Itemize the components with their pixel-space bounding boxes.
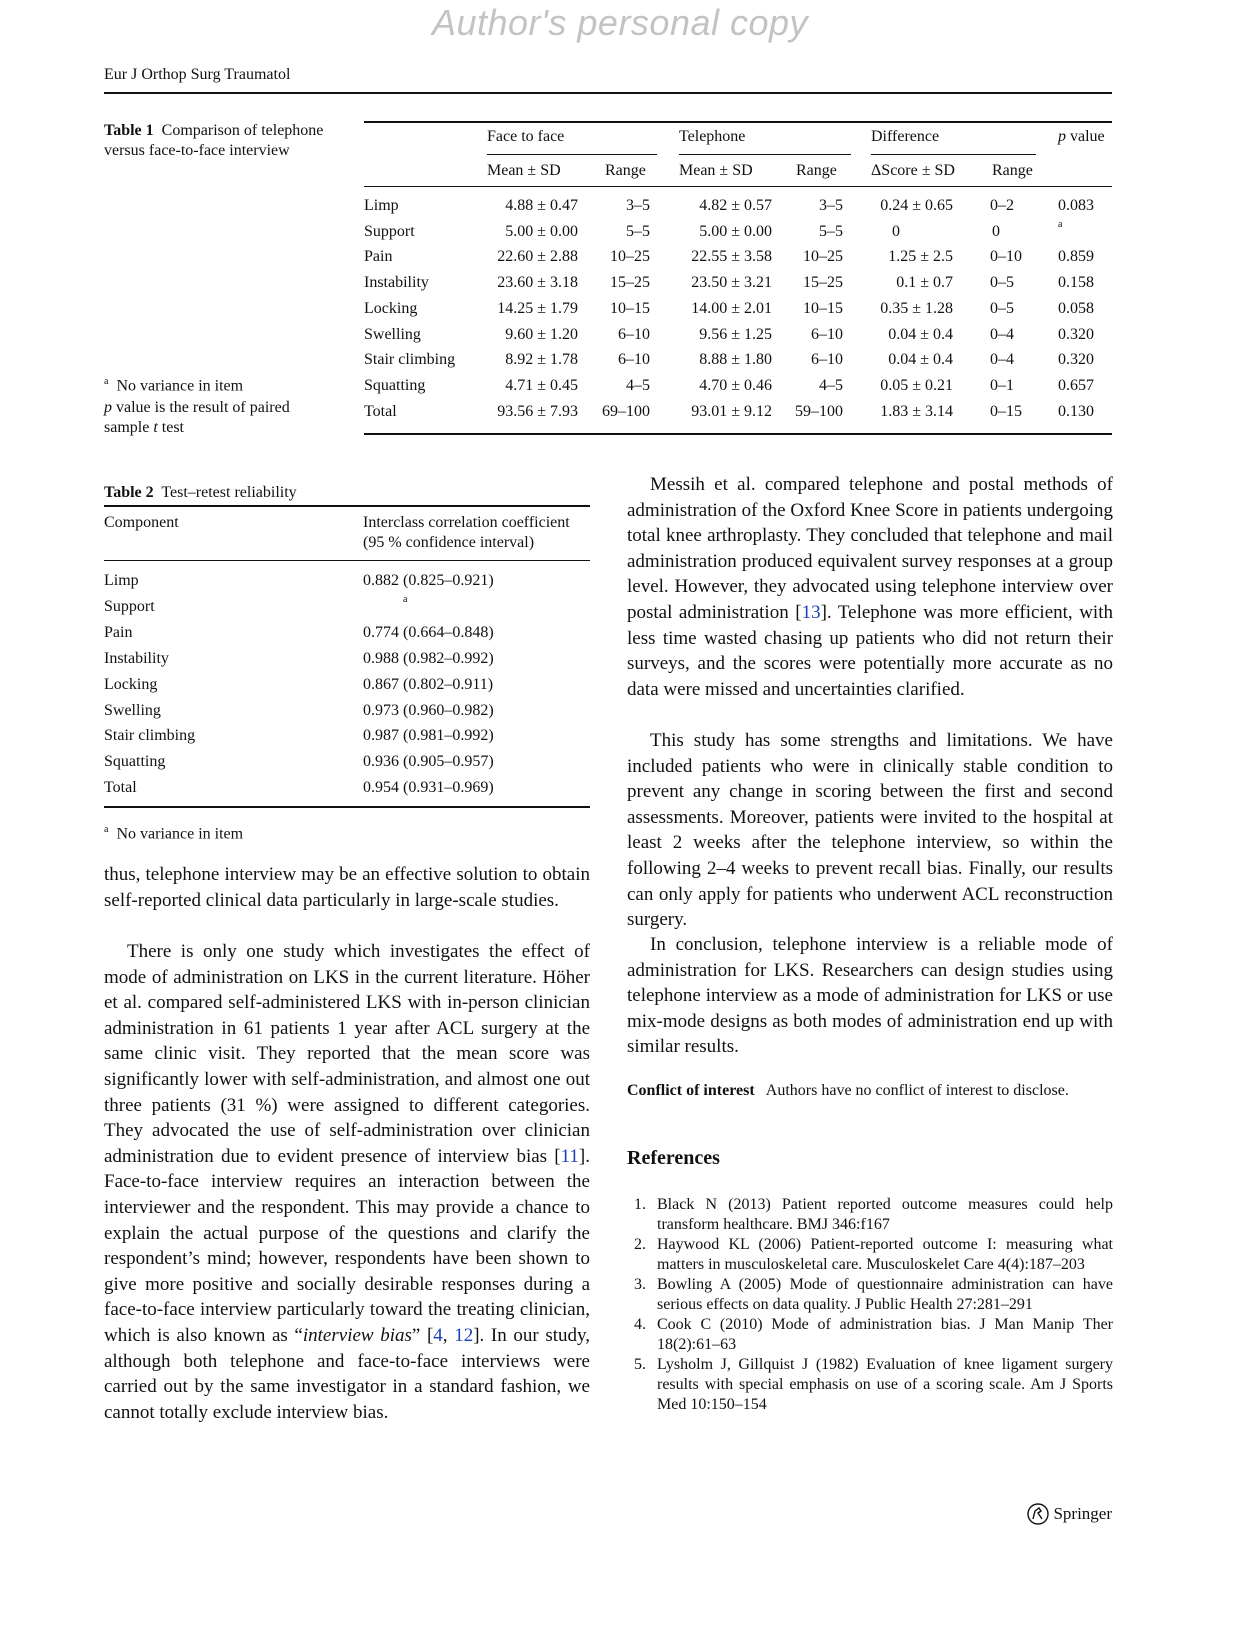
- t1-cell: 0–15: [990, 402, 1022, 420]
- t1-header-pvalue: p value: [1058, 128, 1105, 145]
- t1-row-label: Locking: [364, 299, 418, 317]
- reference-text: Bowling A (2005) Mode of questionnaire administration can have serious effects on data quality. J Public Health 27:281–291: [657, 1276, 1113, 1313]
- table1-caption: Table 1 Comparison of telephone versus face-to-face interview: [104, 122, 324, 159]
- t1-cell: 4.82 ± 0.57: [699, 197, 772, 214]
- watermark: Author's personal copy: [431, 2, 809, 43]
- t1-cell: 6–10: [811, 325, 843, 343]
- t1-cell: 9.56 ± 1.25: [699, 325, 772, 343]
- reference-text: Black N (2013) Patient reported outcome measures could help transform healthcare. BMJ 346:f167: [657, 1196, 1113, 1233]
- reference-item: [627, 1315, 1113, 1355]
- t1-cell: 0: [992, 222, 1000, 240]
- t1-cell: 3–5: [626, 197, 650, 214]
- reference-text: Cook C (2010) Mode of administration bias. J Man Manip Ther 18(2):61–63: [657, 1316, 1113, 1353]
- t1-cell: 5–5: [626, 222, 650, 240]
- t1-cell: 22.60 ± 2.88: [497, 248, 578, 266]
- t2-cell: 0.954 (0.931–0.969): [363, 779, 494, 797]
- t1-cell: 1.83 ± 3.14: [880, 402, 953, 420]
- right-paragraph-3: In conclusion, telephone interview is a reliable mode of administration for LKS. Researchers can design studies using telephone interview as a mode of administration for LKS or use mix-mode designs as both modes of administration end up with similar results.: [627, 934, 1113, 1058]
- t1-row-label: Support: [364, 222, 415, 240]
- t1-cell: 0.04 ± 0.4: [888, 325, 953, 343]
- reference-number: 5.: [634, 1356, 646, 1373]
- t1-cell: 9.60 ± 1.20: [505, 325, 578, 343]
- reference-text: Haywood KL (2006) Patient-reported outcome I: measuring what matters in musculoskeletal care. Musculoskelet Care 4(4):187–203: [657, 1236, 1113, 1273]
- t1-cell: 6–10: [811, 351, 843, 369]
- t1-cell: 23.50 ± 3.21: [691, 274, 772, 292]
- t1-cell: 4.88 ± 0.47: [505, 197, 578, 214]
- t1-cell: 8.88 ± 1.80: [699, 351, 772, 369]
- t1-row-label: Pain: [364, 248, 393, 266]
- t1-cell: 0.320: [1058, 351, 1094, 369]
- t1-row-label: Squatting: [364, 376, 426, 394]
- publisher-logo: Springer: [1027, 1503, 1112, 1525]
- t1-cell: 5.00 ± 0.00: [699, 222, 772, 240]
- t1-row-label: Stair climbing: [364, 351, 456, 369]
- t1-cell: 6–10: [618, 351, 650, 369]
- t2-cell: 0.882 (0.825–0.921): [363, 572, 494, 589]
- reference-number: 1.: [634, 1196, 646, 1213]
- t1-cell: 0.24 ± 0.65: [880, 197, 953, 214]
- right-paragraph-1: Messih et al. compared telephone and postal methods of administration of the Oxford Knee Score in patients undergoing total knee arthroplasty. They concluded that telephone and mail administration produced equivalent survey responses at a group level. However, they advocated using telephone interview over postal administration [13]. Telephone was more efficient, with less time wasted chasing up patients who did not return their surveys, and the scores were potentially more accurate as no data were missed and uncertainties clarified.: [627, 474, 1113, 700]
- t1-header-telephone: Telephone: [679, 128, 746, 145]
- t1-cell: a: [1058, 218, 1063, 230]
- t1-sub-delta: ΔScore ± SD: [871, 162, 955, 179]
- t1-cell: 59–100: [795, 402, 843, 420]
- t1-cell: 93.01 ± 9.12: [691, 402, 772, 420]
- citation-link[interactable]: 12: [454, 1324, 474, 1346]
- t1-sub-mean1: Mean ± SD: [487, 162, 561, 179]
- t2-row-label: Pain: [104, 623, 133, 641]
- t2-row-label: Squatting: [104, 753, 166, 771]
- t1-cell: 69–100: [602, 402, 650, 420]
- references-list: [627, 1195, 1113, 1415]
- t2-cell: a: [403, 593, 408, 605]
- t1-cell: 8.92 ± 1.78: [505, 351, 578, 369]
- t2-row-label: Stair climbing: [104, 727, 196, 745]
- t1-cell: 0.859: [1058, 248, 1094, 266]
- t1-header-face-to-face: Face to face: [487, 128, 565, 145]
- t1-sub-mean2: Mean ± SD: [679, 162, 753, 179]
- t2-cell: 0.936 (0.905–0.957): [363, 753, 494, 771]
- t2-row-label: Locking: [104, 675, 158, 693]
- t2-header-component: Component: [104, 514, 179, 531]
- t2-row-label: Support: [104, 597, 155, 615]
- reference-item: [627, 1355, 1113, 1415]
- t1-cell: 0.158: [1058, 274, 1094, 292]
- t1-header-difference: Difference: [871, 128, 940, 145]
- t1-cell: 15–25: [610, 274, 650, 292]
- table2-footnote: $^a$ No variance in item: [104, 824, 244, 843]
- reference-number: 3.: [634, 1276, 646, 1293]
- t1-cell: 0–5: [990, 274, 1014, 292]
- t2-header-icc-2: (95 % confidence interval): [363, 534, 535, 551]
- table1-footnote-a: $^a$ No variance in item: [104, 376, 244, 395]
- citation-link[interactable]: 4: [433, 1324, 443, 1346]
- t1-cell: 0.058: [1058, 299, 1094, 317]
- t1-cell: 0–10: [990, 248, 1022, 266]
- t1-cell: 5–5: [819, 222, 843, 240]
- t1-cell: 10–25: [803, 248, 843, 266]
- reference-item: [627, 1235, 1113, 1275]
- t1-cell: 0.083: [1058, 197, 1094, 214]
- t1-row-label: Swelling: [364, 325, 421, 343]
- t1-cell: 15–25: [803, 274, 843, 292]
- journal-title: Eur J Orthop Surg Traumatol: [104, 66, 291, 83]
- reference-item: [627, 1195, 1113, 1235]
- t1-row-label: Limp: [364, 197, 399, 214]
- reference-number: 2.: [634, 1236, 646, 1253]
- t1-cell: 0.04 ± 0.4: [888, 351, 953, 369]
- t1-cell: 10–15: [803, 299, 843, 317]
- t2-cell: 0.987 (0.981–0.992): [363, 727, 494, 745]
- t1-cell: 0–5: [990, 299, 1014, 317]
- right-paragraph-2: This study has some strengths and limitations. We have included patients who were in clinically stable condition to prevent any change in scoring between the first and second assessments. Moreover, patients were invited to the hospital at least 2 weeks after the telephone interview, so within the following 2–4 weeks to prevent recall bias. Finally, our results can only apply for patients who underwent ACL reconstruction surgery.: [627, 730, 1113, 931]
- citation-link[interactable]: 11: [560, 1145, 579, 1167]
- t2-cell: 0.988 (0.982–0.992): [363, 649, 494, 667]
- reference-text: Lysholm J, Gillquist J (1982) Evaluation of knee ligament surgery results with special emphasis on use of a scoring scale. Am J Sports Med 10:150–154: [657, 1356, 1113, 1413]
- t1-cell: 93.56 ± 7.93: [497, 402, 578, 420]
- t2-cell: 0.867 (0.802–0.911): [363, 675, 494, 693]
- left-paragraph-2: There is only one study which investigates the effect of mode of administration on LKS in the current literature. Höher et al. compared self-administered LKS with in-person clinician administration in 61 patients 1 year after ACL surgery at the same clinic visit. They reported that the mean score was significantly lower with self-administration, and almost one out three patients (31 %) were assigned to different categories. They advocated the use of self-administration over clinician administration due to evident presence of interview bias [11]. Face-to-face interview requires an interaction between the interviewer and the respondent. This may provide a chance to explain the actual purpose of the questions and clarify the respondent’s mind; however, respondents have been shown to give more positive and socially desirable responses during a face-to-face interview particularly toward the treating clinician, which is also known as “interview bias” [4, 12]. In our study, although both telephone and face-to-face interviews were carried out by the same investigator in a standard fashion, we cannot totally exclude interview bias.: [104, 941, 591, 1423]
- conflict-of-interest: Conflict of interest Authors have no conflict of interest to disclose.: [627, 1082, 1069, 1099]
- t1-cell: 4.70 ± 0.46: [699, 376, 772, 394]
- t1-cell: 0.1 ± 0.7: [896, 274, 953, 292]
- t2-row-label: Limp: [104, 572, 139, 589]
- table2: [0, 0, 620, 820]
- t1-sub-range1: Range: [605, 162, 646, 179]
- references-heading: References: [627, 1147, 720, 1169]
- left-paragraph-1: thus, telephone interview may be an effective solution to obtain self-reported clinical data particularly in large-scale studies.: [104, 864, 590, 911]
- table1-footnote-p: p value is the result of paired sample t test: [104, 399, 290, 436]
- t1-cell: 4–5: [626, 376, 650, 394]
- t1-cell: 22.55 ± 3.58: [691, 248, 772, 266]
- t1-cell: 0.35 ± 1.28: [880, 299, 953, 317]
- t1-cell: 14.00 ± 2.01: [691, 299, 772, 317]
- t1-cell: 6–10: [618, 325, 650, 343]
- springer-horse-icon: [1027, 1503, 1049, 1525]
- citation-link[interactable]: 13: [801, 601, 821, 623]
- t1-cell: 0–1: [990, 376, 1014, 394]
- t1-cell: 23.60 ± 3.18: [497, 274, 578, 292]
- t1-cell: 3–5: [819, 197, 843, 214]
- t1-row-label: Instability: [364, 274, 429, 292]
- t1-cell: 0.320: [1058, 325, 1094, 343]
- t1-cell: 4–5: [819, 376, 843, 394]
- t1-sub-range2: Range: [796, 162, 837, 179]
- t1-cell: 14.25 ± 1.79: [497, 299, 578, 317]
- t1-cell: 4.71 ± 0.45: [505, 376, 578, 394]
- t2-cell: 0.973 (0.960–0.982): [363, 701, 494, 719]
- t1-cell: 0–2: [990, 197, 1014, 214]
- t1-cell: 5.00 ± 0.00: [505, 222, 578, 240]
- t1-cell: 0.130: [1058, 402, 1094, 420]
- reference-number: 4.: [634, 1316, 646, 1333]
- t1-cell: 0–4: [990, 351, 1014, 369]
- t2-row-label: Swelling: [104, 701, 161, 719]
- reference-item: [627, 1275, 1113, 1315]
- t2-cell: 0.774 (0.664–0.848): [363, 623, 494, 641]
- t1-cell: 0.05 ± 0.21: [880, 376, 953, 394]
- t2-row-label: Instability: [104, 649, 169, 667]
- t2-row-label: Total: [104, 779, 137, 797]
- t1-cell: 0.657: [1058, 376, 1094, 394]
- t1-row-label: Total: [364, 402, 397, 420]
- t1-cell: 0–4: [990, 325, 1014, 343]
- t1-cell: 0: [892, 222, 900, 240]
- t1-cell: 10–15: [610, 299, 650, 317]
- t1-cell: 1.25 ± 2.5: [888, 248, 953, 266]
- table2-caption: Table 2 Test–retest reliability: [104, 484, 297, 501]
- t1-sub-range3: Range: [992, 162, 1033, 179]
- t2-header-icc-1: Interclass correlation coefficient: [363, 514, 570, 531]
- t1-cell: 10–25: [610, 248, 650, 266]
